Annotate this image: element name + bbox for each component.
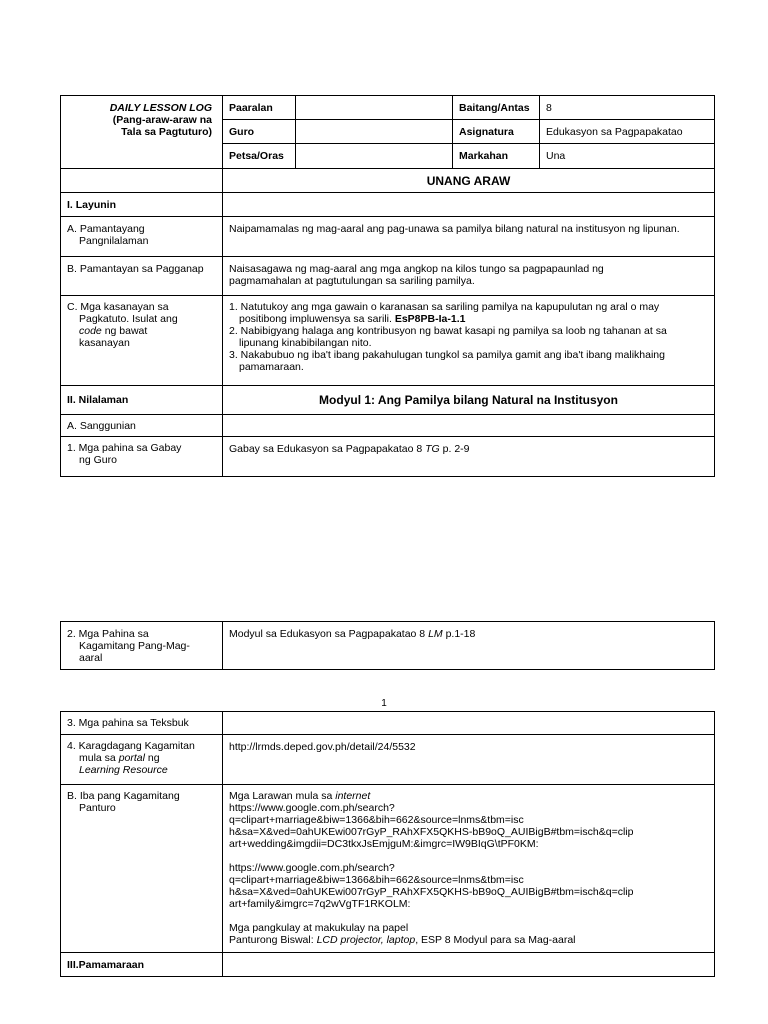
- pamamaraan-blank: [223, 953, 715, 977]
- markahan-label: Markahan: [453, 144, 540, 169]
- kasanayan-item-1: 1. Natutukoy ang mga gawain o karanasan sa sariling pamilya na kapupulutan ng aral o may positibong impluwensya sa sarili. EsP8PB-Ia-1.1: [229, 301, 660, 325]
- baitang-label: Baitang/Antas: [453, 96, 540, 120]
- lrmds-link[interactable]: http://lrmds.deped.gov.ph/detail/24/5532: [223, 735, 715, 785]
- paaralan-value: [296, 96, 453, 120]
- pamantayan-pagganap-label: B. Pamantayan sa Pagganap: [61, 257, 223, 296]
- layunin-blank: [223, 193, 715, 217]
- pangkulay-text: Mga pangkulay at makukulay na papel: [229, 922, 409, 934]
- iba-kagamitan-content: [223, 785, 715, 953]
- kasanayan-list: [223, 296, 715, 386]
- kasanayan-label: C. Mga kasanayan sa Pagkatuto. Isulat ang code ng bawat kasanayan: [61, 296, 223, 386]
- paaralan-label: Paaralan: [223, 96, 296, 120]
- asignatura-value: Edukasyon sa Pagpapakatao: [540, 120, 715, 144]
- nilalaman-heading: II. Nilalaman: [61, 386, 223, 415]
- pamantayang-nilalaman-text: Naipamamalas ng mag-aaral ang pag-unawa sa pamilya bilang natural na institusyon ng lipunan.: [223, 217, 715, 257]
- gabay-guro-label: 1. Mga pahina sa Gabay ng Guro: [61, 437, 223, 477]
- petsa-value: [296, 144, 453, 169]
- kasanayan-item-3: 3. Nakabubuo ng iba't ibang pakahulugan tungkol sa pamilya gamit ang iba't ibang malikhaing pamamaraan.: [229, 349, 665, 373]
- pamantayan-pagganap-text: Naisasagawa ng mag-aaral ang mga angkop na kilos tungo sa pagpapaunlad ng pagmamahalan at pagtutulungan sa sariling pamilya.: [223, 257, 715, 296]
- biswal-text: Panturong Biswal: LCD projector, laptop, ESP 8 Modyul para sa Mag-aaral: [229, 934, 576, 946]
- image-link-2[interactable]: https://www.google.com.ph/search? q=clipart+marriage&biw=1366&bih=662&source=lnms&tbm=isc h&sa=X&ved=0ahUKEwi007rGyP_RAhXFX5QKHS-bB9oQ_AUIBigB#tbm=isch&q=clip art+family&imgrc=7q2wVgTF1RKOLM:: [229, 862, 634, 910]
- sanggunian-blank: [223, 415, 715, 437]
- lesson-log-table-page2: [60, 621, 715, 670]
- teksbuk-blank: [223, 712, 715, 735]
- log-title-cell: [61, 96, 223, 169]
- karagdagan-label: 4. Karagdagang Kagamitan mula sa portal ng Learning Resource: [61, 735, 223, 785]
- sanggunian-label: A. Sanggunian: [61, 415, 223, 437]
- day-title: UNANG ARAW: [223, 169, 715, 193]
- page-number: 1: [381, 698, 387, 709]
- module-title: Modyul 1: Ang Pamilya bilang Natural na Institusyon: [223, 386, 715, 415]
- lesson-log-table-page1: [60, 95, 715, 477]
- lm-text: Modyul sa Edukasyon sa Pagpapakatao 8 LM p.1-18: [223, 622, 715, 670]
- lm-label: 2. Mga Pahina sa Kagamitang Pang-Mag- aaral: [61, 622, 223, 670]
- layunin-heading: I. Layunin: [61, 193, 223, 217]
- asignatura-label: Asignatura: [453, 120, 540, 144]
- pamantayang-nilalaman-label: A. Pamantayang Pangnilalaman: [61, 217, 223, 257]
- pamamaraan-heading: III.Pamamaraan: [61, 953, 223, 977]
- iba-kagamitan-label: B. Iba pang Kagamitang Panturo: [61, 785, 223, 953]
- lesson-log-table-page3: [60, 711, 715, 977]
- guro-label: Guro: [223, 120, 296, 144]
- gabay-guro-text: Gabay sa Edukasyon sa Pagpapakatao 8 TG p. 2-9: [223, 437, 715, 477]
- petsa-label: Petsa/Oras: [223, 144, 296, 169]
- guro-value: [296, 120, 453, 144]
- kasanayan-code: EsP8PB-Ia-1.1: [394, 313, 466, 325]
- teksbuk-label: 3. Mga pahina sa Teksbuk: [61, 712, 223, 735]
- image-link-1[interactable]: https://www.google.com.ph/search? q=clipart+marriage&biw=1366&bih=662&source=lnms&tbm=isc h&sa=X&ved=0ahUKEwi007rGyP_RAhXFX5QKHS-bB9oQ_AUIBigB#tbm=isch&q=clip art+wedding&imgdii=DC3tkxJsEmjguM:&imgrc=IW9BIqG\tPF0KM:: [229, 802, 634, 850]
- kasanayan-item-2: 2. Nabibigyang halaga ang kontribusyon ng bawat kasapi ng pamilya sa loob ng tahanan at sa lipunang kinabibilangan nito.: [229, 325, 667, 349]
- larawan-intro: Mga Larawan mula sa internet: [229, 790, 371, 802]
- log-subtitle: (Pang-araw-araw na Tala sa Pagtuturo): [112, 114, 212, 138]
- log-title: DAILY LESSON LOG: [109, 102, 212, 114]
- markahan-value: Una: [540, 144, 715, 169]
- baitang-value: 8: [540, 96, 715, 120]
- blank-cell: [61, 169, 223, 193]
